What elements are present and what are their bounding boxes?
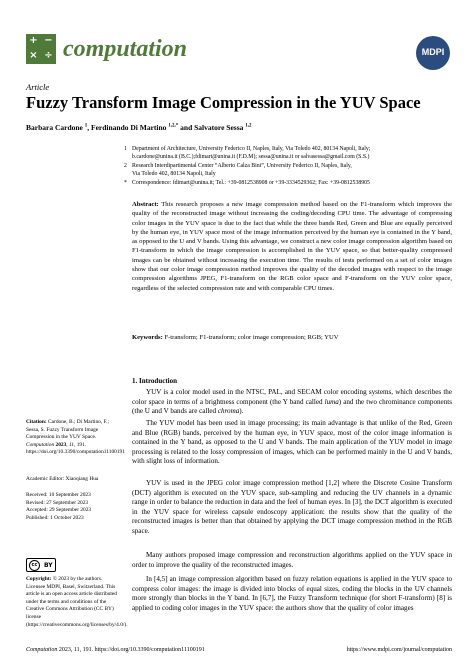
footer-citation[interactable]: 2023, 11, 191. https://doi.org/10.3390/computation11100191 [58, 647, 205, 653]
author-name: Barbara Cardone [26, 123, 83, 132]
author-name: Salvatore Sessa [194, 123, 244, 132]
author-list [26, 123, 252, 132]
author-affiliation-mark: 1,2 [245, 123, 252, 129]
affiliation-2 [124, 163, 452, 178]
page-footer [26, 647, 452, 653]
copyright-text: © 2023 by the authors. Licensee MDPI, Basel, Switzerland. This article is an open access article distributed under the terms and conditions of the Creative Commons Attribution (CC BY) license (https://creativecommons.org/licenses/by/4.0/). [26, 576, 128, 628]
paragraph [132, 388, 452, 417]
cc-license-badge[interactable] [26, 558, 56, 572]
correspondence [124, 180, 452, 188]
author-separator: and [178, 123, 195, 132]
cc-icon: cc [29, 560, 40, 571]
affiliation-1 [124, 146, 452, 161]
publisher-logo [414, 36, 450, 72]
date-received: Received: 10 September 2023 [26, 492, 91, 498]
date-published: Published: 1 October 2023 [26, 514, 84, 521]
keywords-label: Keywords: [132, 334, 163, 341]
minus-icon: − [44, 35, 53, 46]
citation-authors: Cardone, B.; Di Martino, F.; Sessa, S. Fuzzy Transform Image Compression in the YUV Space. [26, 419, 109, 441]
paragraph-italic: chroma [217, 407, 240, 415]
correspondence-mark: * [124, 180, 127, 186]
author-name: Ferdinando Di Martino [91, 123, 167, 132]
keywords-text: F-transform; F1-transform; color image compression; RGB; YUV [164, 334, 339, 341]
article-type: Article [26, 82, 50, 92]
section-heading: 1. Introduction [132, 377, 177, 385]
abstract-label: Abstract: [132, 201, 159, 208]
academic-editor: Academic Editor: Xiaoqiang Hua [26, 476, 99, 482]
footer-journal: Computation [26, 647, 58, 653]
journal-header [26, 32, 450, 68]
paragraph-text: ). [239, 407, 244, 415]
correspondence-line: Correspondence: fdimart@unina.it; Tel.: +39-0812538908 or +39-3334529362; Fax: +39-0812538905 [132, 180, 370, 186]
publication-dates [26, 492, 122, 522]
abstract [132, 200, 452, 293]
paragraph: Many authors proposed image compression and reconstruction algorithms applied on the YUV space in order to improve the quality of the reconstructed images. [132, 551, 452, 569]
journal-name: computation [63, 36, 188, 62]
affiliation-line: Department of Architecture, University Federico II, Naples, Italy, Via Toledo 402, 80134 Napoli, Italy; [132, 146, 371, 152]
author-separator: , [87, 123, 91, 132]
date-accepted: Accepted: 29 September 2023 [26, 507, 92, 514]
citation-journal: Computation [26, 441, 55, 448]
cc-by-label: BY [44, 561, 53, 569]
affiliation-line: b.cardone@unina.it (B.C.);fdimart@unina.it (F.D.M); sessa@unina.it or salvasessa@gmail.com (S.S.) [132, 153, 370, 160]
paragraph-text: ) and the two chrominance components (the U and V bands are called [132, 397, 452, 415]
citation-rest[interactable]: , 191. https://doi.org/10.3390/computation11100191 [26, 441, 125, 456]
copyright-block [26, 576, 128, 629]
divide-icon: ÷ [44, 50, 53, 61]
paper-title: Fuzzy Transform Image Compression in the YUV Space [26, 93, 421, 112]
keywords [132, 333, 452, 342]
footer-url[interactable]: https://www.mdpi.com/journal/computation [346, 647, 452, 653]
citation-label: Citation: [26, 419, 47, 425]
abstract-text: This research proposes a new image compression method based on the F1-transform which improves the quality of the reconstructed image without increasing the coding/decoding CPU time. The advantage of compressing color images in the YUV space is due to the fact that while the three bands Red, Green and Blue are equally perceived by the human eye, in YUV space most of the image information perceived by the human eye is contained in the Y band, as opposed to the U and V bands. Using this advantage, we construct a new color image compression algorithm based on F1-transform in which the image compression is accomplished in the YUV space, so that better-quality compressed images can be obtained without increasing the execution time. The results of tests performed on a set of color images show that our color image compression method improves the quality of the decoded images with respect to the image compression algorithms JPEG, F1-transform on the RGB color space and F-transform on the YUV color space, regardless of the selected compression rate and with comparable CPU times. [132, 201, 452, 292]
citation-block: Citation: Cardone, B.; Di Martino, F.; Sessa, S. Fuzzy Transform Image Compression in the YUV Space. Computation 2023, 11, 191. https://doi.org/10.3390/computation11100191 [26, 419, 125, 456]
citation-year: 2023 [55, 441, 67, 448]
publisher-name: MDPI [421, 47, 445, 57]
affiliation-line: Research Interdipartimental Center “Alberto Calza Bini”, University Federico II, Naples, Italy, [132, 163, 352, 169]
affiliation-number: 1 [124, 146, 127, 152]
paragraph: In [4,5] an image compression algorithm based on fuzzy relation equations is applied in the YUV space to compress color images: the image is divided into blocks of equal sizes, coding the blocks in the UV channels more strongly than blocks in the Y band. In [6,7], the Fuzzy Transform technique (for short F-transform) [8] is applied to coding color images in the YUV space: the authors show that the quality of color images [132, 575, 452, 612]
plus-icon: + [29, 35, 38, 46]
paragraph: The YUV model has been used in image processing; its main advantage is that unlike of the Red, Green and Blue (RGB) bands, perceived by the human eye, in YUV space, most of the color image information is contained in the Y band, as opposed to the U and V bands. The main application of the YUV model in image processing is related to the lossy compression of images, which can be performed mainly in the U and V bands, with slight loss of information. [132, 419, 452, 465]
affiliation-line: Via Toledo 402, 80134 Napoli, Italy [132, 170, 216, 177]
author-affiliation-mark: 1 [84, 123, 88, 129]
paragraph-italic: luma [324, 397, 339, 406]
copyright-label: Copyright: [26, 576, 52, 582]
author-affiliation-mark: 1,2,* [168, 123, 179, 129]
date-revised: Revised: 27 September 2023 [26, 499, 89, 506]
paragraph-text: YUV is a color model used in the NTSC, PAL, and SECAM color encoding systems, which describes the color space in terms of a brightness component (the Y band called [132, 388, 452, 406]
times-icon: × [29, 50, 38, 61]
citation-volume: 11 [69, 441, 74, 448]
journal-logo [26, 34, 56, 64]
paragraph: YUV is used in the JPEG color image compression method [1,2] where the Discrete Cosine Transform (DCT) algorithm is executed on the YUV space, sub-sampling and reducing the UV channels in a dynamic range in order to balance the reduction in data and the feel of human eyes. In [3], the DCT algorithm is executed in the YUV space for wireless capsule endoscopy application: the results show that the quality of the reconstructed images is better than that obtained by applying the DCT image compression method in the RGB space. [132, 479, 452, 535]
affiliation-number: 2 [124, 163, 127, 169]
